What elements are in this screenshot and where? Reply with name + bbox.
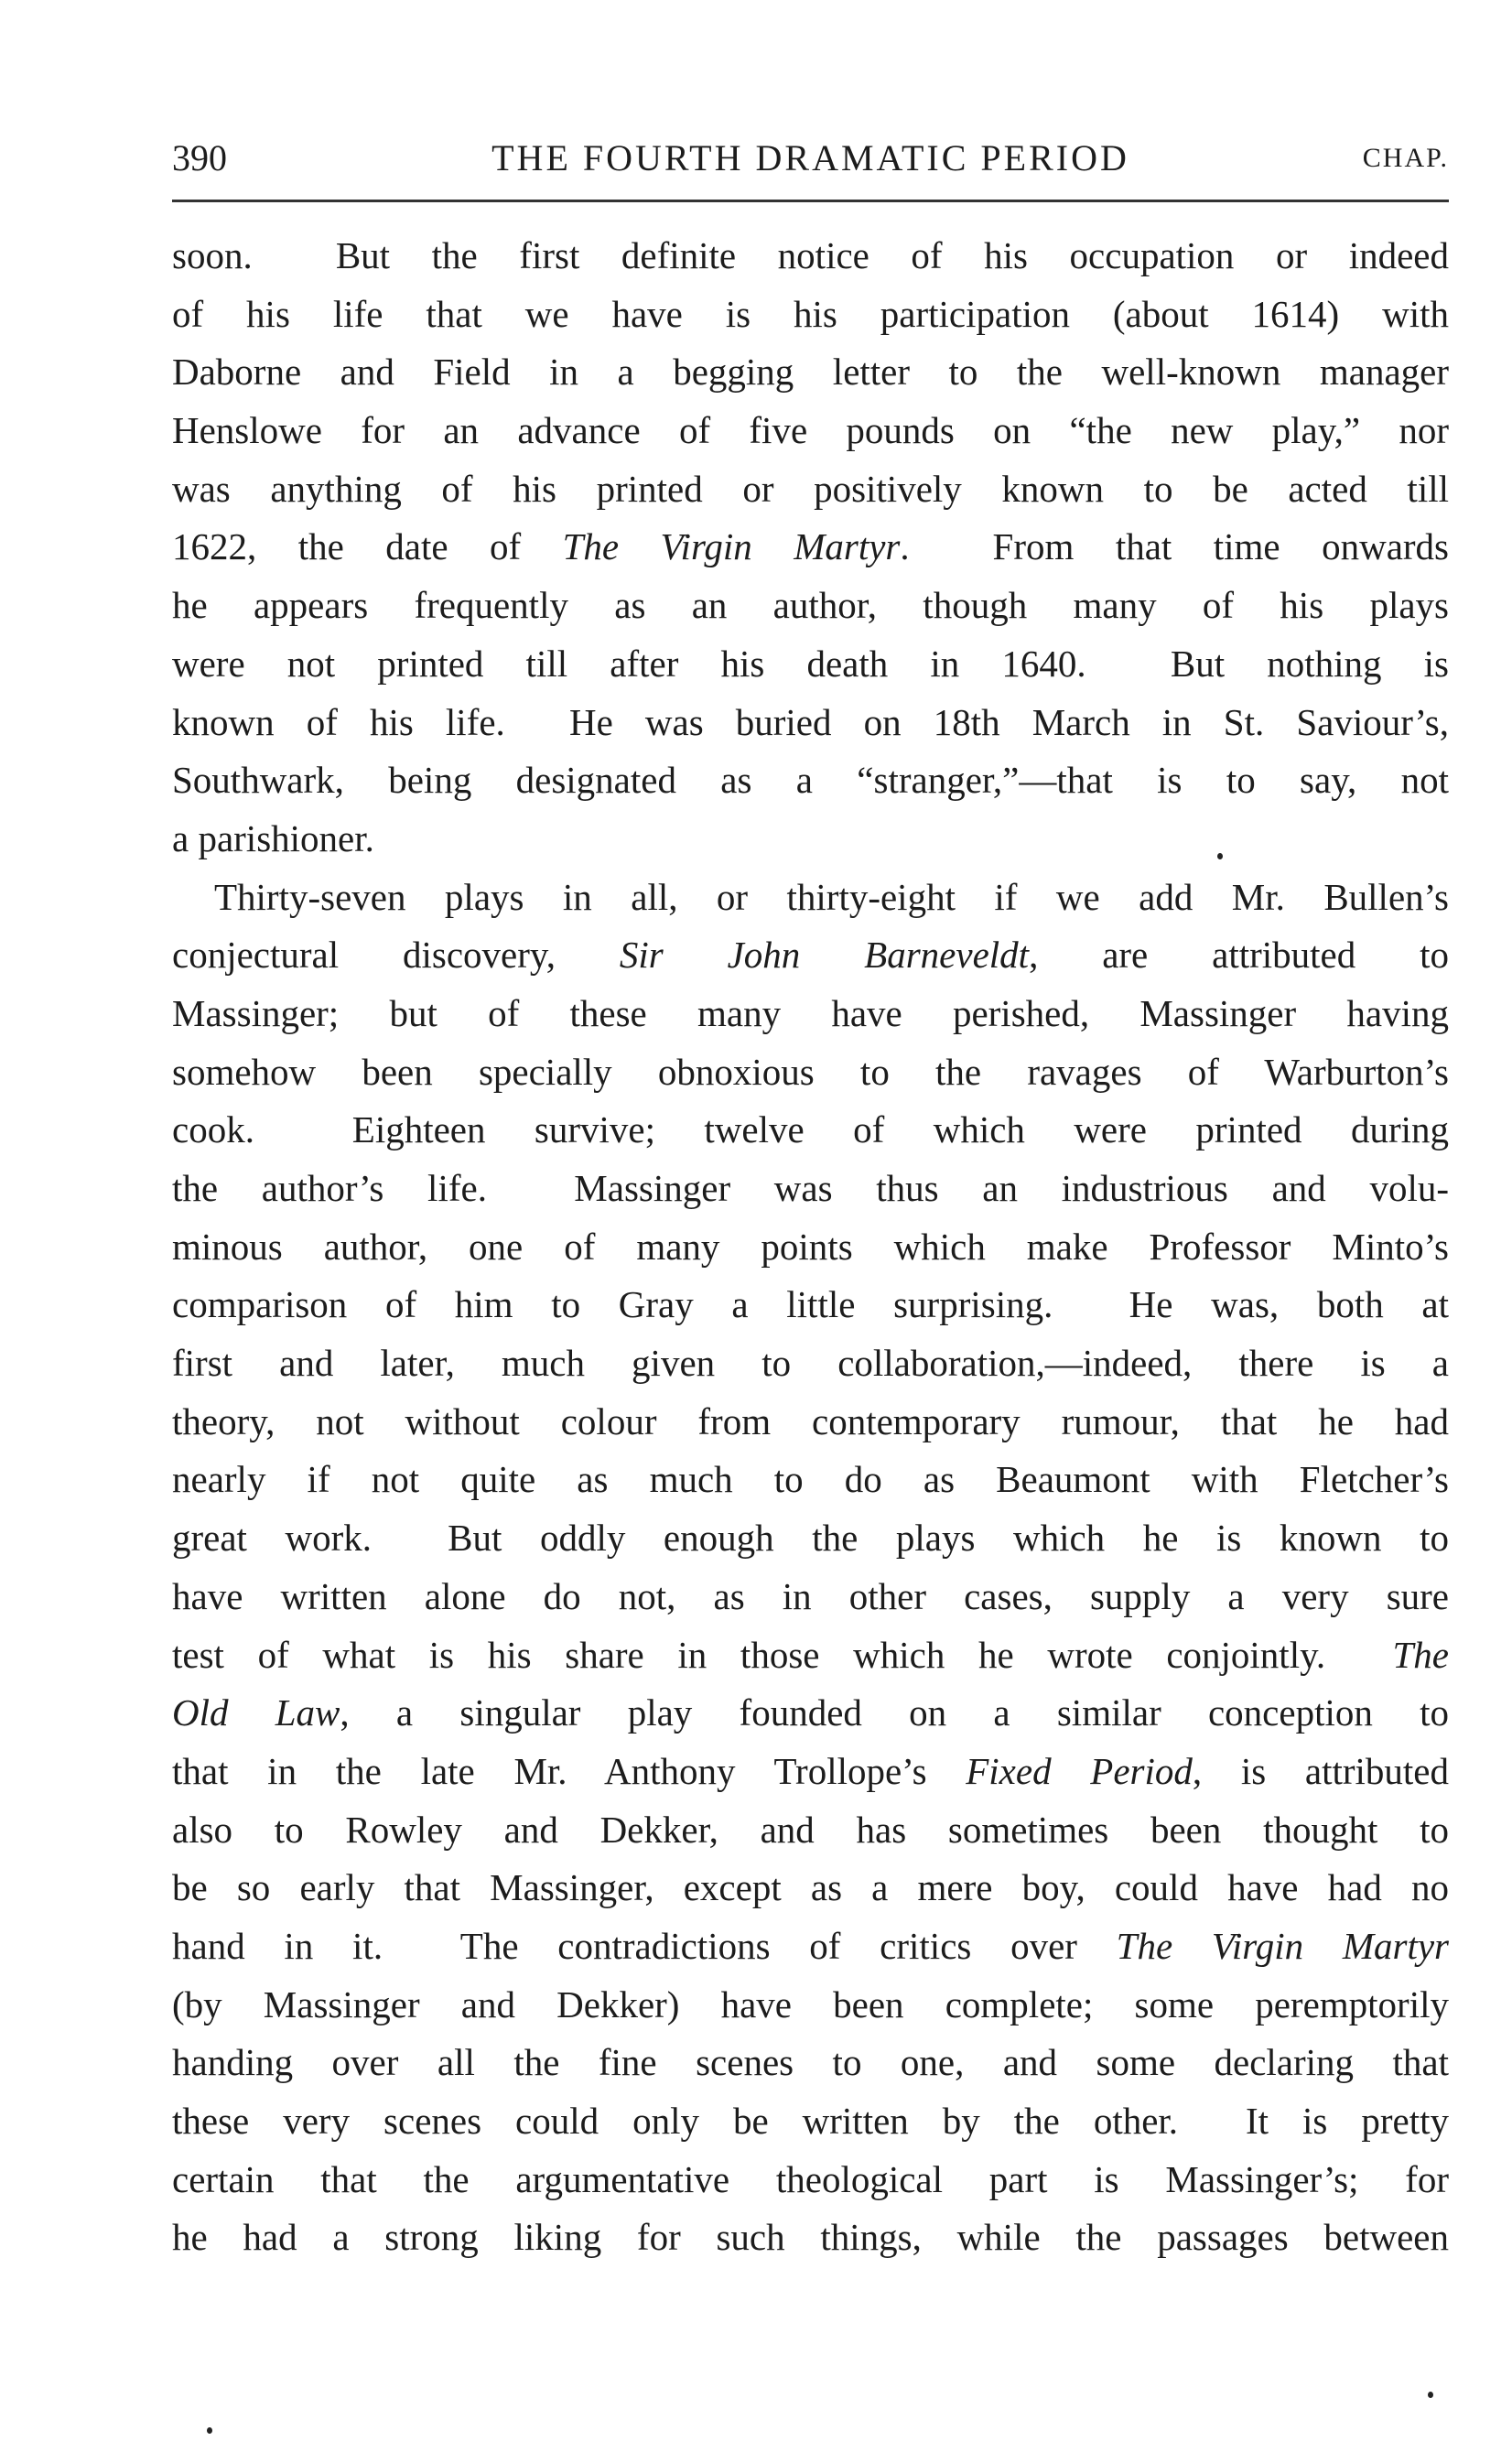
text-segment: first and later, much given to collaboration,—indeed, there is a (172, 1342, 1449, 1385)
text-line (172, 2209, 1449, 2267)
print-speck (207, 2427, 212, 2434)
text-line (172, 694, 1449, 752)
text-segment: he had a strong liking for such things, while the passages between (172, 2216, 1449, 2259)
text-segment: cook. Eighteen survive; twelve of which were printed during (172, 1108, 1449, 1151)
text-segment: test of what is his share in those which he wrote conjointly. (172, 1633, 1393, 1676)
text-segment: , is attributed (1192, 1749, 1449, 1792)
text-line (172, 926, 1449, 985)
print-speck (1217, 853, 1223, 859)
header-rule (172, 200, 1449, 202)
text-line (172, 2151, 1449, 2209)
chapter-label: CHAP. (1362, 143, 1449, 173)
text-segment: , a singular play founded on a similar conception to (340, 1691, 1449, 1734)
text-line (172, 1276, 1449, 1334)
text-line (172, 1568, 1449, 1626)
text-line (172, 577, 1449, 635)
text-line (172, 1801, 1449, 1860)
text-segment: of his life that we have is his participation (about 1614) with (172, 292, 1449, 335)
text-line (172, 460, 1449, 519)
print-speck (1428, 2392, 1433, 2398)
text-segment: Massinger; but of these many have perished, Massinger having (172, 991, 1449, 1034)
text-line (172, 2034, 1449, 2092)
text-line (172, 227, 1449, 286)
text-line (172, 869, 1449, 927)
text-segment: certain that the argumentative theological part is Massinger’s; for (172, 2157, 1449, 2200)
text-line (172, 1334, 1449, 1393)
page-number: 390 (172, 137, 227, 178)
text-line (172, 635, 1449, 694)
text-segment: soon. But the first definite notice of his occupation or indeed (172, 234, 1449, 276)
text-segment: 1622, the date of (172, 525, 563, 568)
text-segment: have written alone do not, as in other cases, supply a very sure (172, 1574, 1449, 1617)
text-line (172, 286, 1449, 344)
text-line (172, 1160, 1449, 1218)
text-segment: be so early that Massinger, except as a mere boy, could have had no (172, 1866, 1449, 1909)
italic-title: The Virgin Martyr (1116, 1924, 1449, 1967)
text-line (172, 1917, 1449, 1976)
text-segment: hand in it. The contradictions of critics over (172, 1924, 1117, 1967)
text-segment: great work. But oddly enough the plays which he is known to (172, 1517, 1449, 1560)
italic-title: Fixed Period (966, 1749, 1193, 1792)
text-segment: theory, not without colour from contemporary rumour, that he had (172, 1399, 1449, 1442)
text-segment: Daborne and Field in a begging letter to the well-known manager (172, 351, 1449, 394)
italic-title: The (1392, 1633, 1449, 1676)
text-segment: the author’s life. Massinger was thus an industrious and volu- (172, 1167, 1449, 1209)
text-line (172, 1509, 1449, 1568)
text-segment: was anything of his printed or positively known to be acted till (172, 467, 1449, 510)
text-line (172, 343, 1449, 402)
text-segment: known of his life. He was buried on 18th March in St. Saviour’s, (172, 700, 1449, 743)
text-line (172, 1684, 1449, 1743)
text-segment: . From that time onwards (900, 525, 1449, 568)
text-segment: , are attributed to (1029, 934, 1450, 977)
text-segment: also to Rowley and Dekker, and has sometimes been thought to (172, 1808, 1449, 1851)
text-line (172, 1451, 1449, 1509)
running-title: THE FOURTH DRAMATIC PERIOD (491, 137, 1129, 178)
text-segment: somehow been specially obnoxious to the ravages of Warburton’s (172, 1050, 1449, 1093)
text-segment: conjectural discovery, (172, 934, 620, 977)
italic-title: Sir John Barneveldt (619, 934, 1030, 977)
text-line (172, 1626, 1449, 1685)
text-segment: were not printed till after his death in 1640. But nothing is (172, 642, 1449, 685)
text-line (172, 1859, 1449, 1917)
text-line (172, 402, 1449, 460)
text-segment: he appears frequently as an author, though many of his plays (172, 584, 1449, 627)
text-line (172, 1393, 1449, 1452)
text-line (172, 1743, 1449, 1801)
running-header (172, 135, 1449, 181)
text-segment: handing over all the fine scenes to one, and some declaring that (172, 2041, 1449, 2084)
text-line (172, 1101, 1449, 1160)
body-text (172, 227, 1449, 2267)
text-segment: nearly if not quite as much to do as Beaumont with Fletcher’s (172, 1458, 1449, 1501)
text-line (172, 518, 1449, 577)
text-line (172, 1976, 1449, 2035)
italic-title: The Virgin Martyr (562, 525, 901, 568)
text-segment: Henslowe for an advance of five pounds on “the new play,” nor (172, 409, 1449, 452)
text-line (172, 810, 1449, 869)
text-segment: minous author, one of many points which make Professor Minto’s (172, 1225, 1449, 1268)
text-line (172, 1043, 1449, 1102)
text-segment: comparison of him to Gray a little surprising. He was, both at (172, 1283, 1449, 1326)
text-segment: (by Massinger and Dekker) have been complete; some peremptorily (172, 1982, 1449, 2025)
text-segment: Thirty-seven plays in all, or thirty-eight if we add Mr. Bullen’s (214, 875, 1449, 918)
italic-title: Old Law (172, 1691, 340, 1734)
text-segment: that in the late Mr. Anthony Trollope’s (172, 1749, 967, 1792)
text-segment: these very scenes could only be written by the other. It is pretty (172, 2100, 1449, 2142)
text-line (172, 2092, 1449, 2151)
text-line (172, 1218, 1449, 1277)
text-segment: a parishioner. (172, 816, 374, 859)
text-segment: Southwark, being designated as a “stranger,”—that is to say, not (172, 759, 1449, 802)
text-line (172, 985, 1449, 1043)
text-line (172, 751, 1449, 810)
